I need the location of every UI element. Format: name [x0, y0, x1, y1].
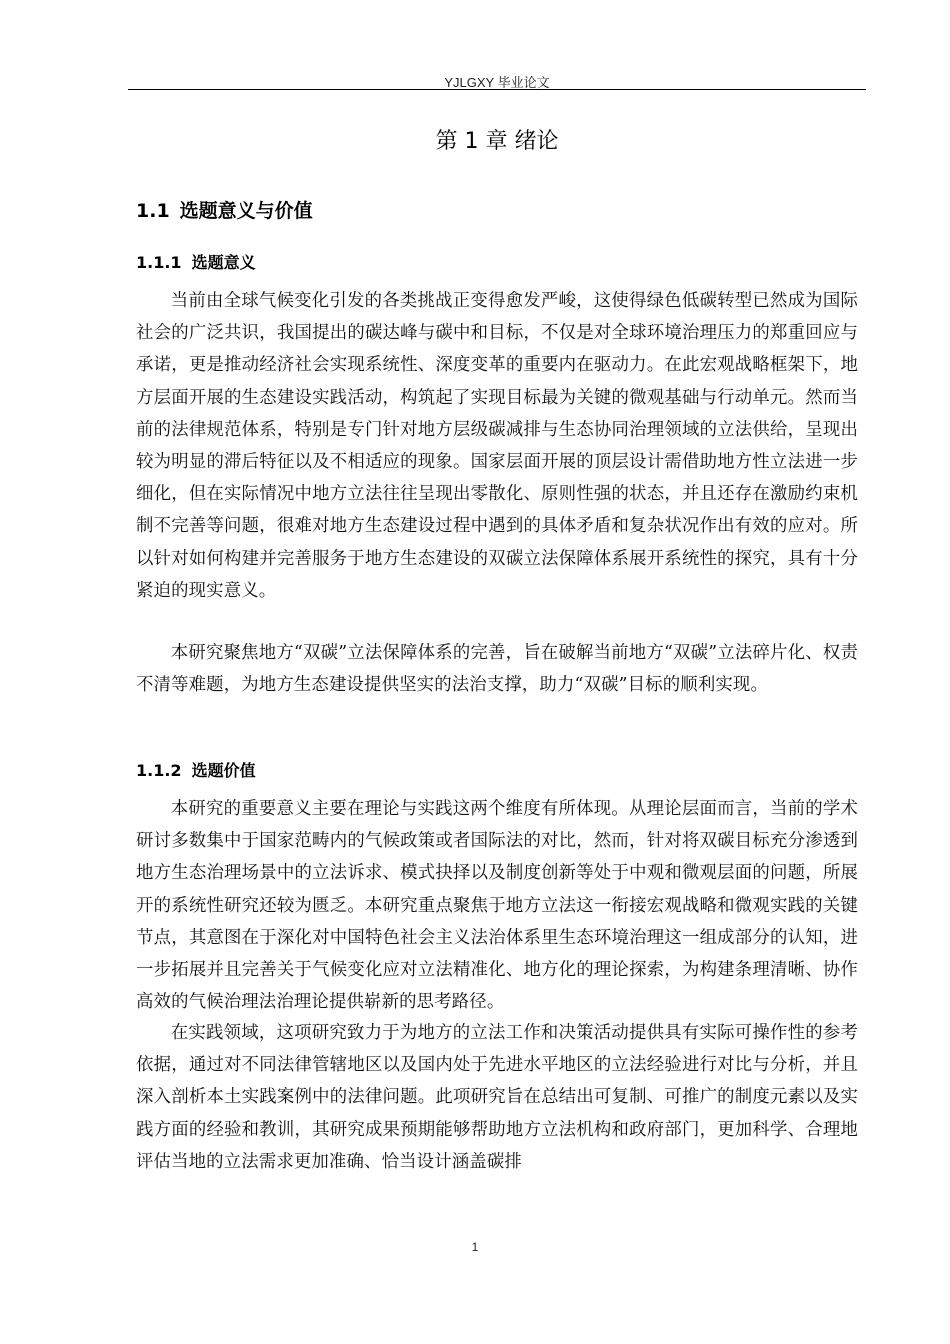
body-paragraph: 本研究的重要意义主要在理论与实践这两个维度有所体现。从理论层面而言，当前的学术研讨多数集中于国家范畴内的气候政策或者国际法的对比，然而，针对将双碳目标充分渗透到地方生态治理场景中的立法诉求、模式抉择以及制度创新等处于中观和微观层面的问题，所展开的系统性研究还较为匮乏。本研究重点聚焦于地方立法这一衔接宏观战略和微观实践的关键节点，其意图在于深化对中国特色社会主义法治体系里生态环境治理这一组成部分的认知，进一步拓展并且完善关于气候变化应对立法精准化、地方化的理论探索，为构建条理清晰、协作高效的气候治理法治理论提供崭新的思考路径。 — [136, 799, 858, 1013]
section-title: 选题意义与价值 — [179, 200, 313, 222]
subsection-heading-1-1-2 — [136, 758, 256, 781]
body-paragraph: 本研究聚焦地方“双碳”立法保障体系的完善，旨在破解当前地方“双碳”立法碎片化、权责不清等难题，为地方生态建设提供坚实的法治支撑，助力“双碳”目标的顺利实现。 — [136, 643, 858, 696]
section-heading-1-1 — [136, 196, 313, 223]
page-number: 1 — [471, 1240, 479, 1254]
body-paragraph: 当前由全球气候变化引发的各类挑战正变得愈发严峻，这使得绿色低碳转型已然成为国际社会的广泛共识，我国提出的碳达峰与碳中和目标，不仅是对全球环境治理压力的郑重回应与承诺，更是推动经济社会实现系统性、深度变革的重要内在驱动力。在此宏观战略框架下，地方层面开展的生态建设实践活动，构筑起了实现目标最为关键的微观基础与行动单元。然而当前的法律规范体系，特别是专门针对地方层级碳减排与生态协同治理领域的立法供给，呈现出较为明显的滞后特征以及不相适应的现象。国家层面开展的顶层设计需借助地方性立法进一步细化，但在实际情况中地方立法往往呈现出零散化、原则性强的状态，并且还存在激励约束机制不完善等问题，很难对地方生态建设过程中遇到的具体矛盾和复杂状况作出有效的应对。所以针对如何构建并完善服务于地方生态建设的双碳立法保障体系展开系统性的探究，具有十分紧迫的现实意义。 — [136, 291, 858, 601]
subsection-title: 选题价值 — [191, 761, 256, 780]
chapter-title: 第 1 章 绪论 — [435, 129, 559, 154]
subsection-number: 1.1.2 — [136, 761, 182, 780]
section-number: 1.1 — [136, 200, 170, 222]
header-rule — [128, 89, 866, 90]
subsection-number: 1.1.1 — [136, 253, 182, 272]
subsection-title: 选题意义 — [191, 253, 256, 272]
body-paragraph: 在实践领域，这项研究致力于为地方的立法工作和决策活动提供具有实际可操作性的参考依据，通过对不同法律管辖地区以及国内处于先进水平地区的立法经验进行对比与分析，并且深入剖析本土实践案例中的法律问题。此项研究旨在总结出可复制、可推广的制度元素以及实践方面的经验和教训，其研究成果预期能够帮助地方立法机构和政府部门，更加科学、合理地评估当地的立法需求更加准确、恰当设计涵盖碳排 — [136, 1023, 858, 1172]
running-header: YJLGXY 毕业论文 — [444, 75, 550, 90]
subsection-heading-1-1-1 — [136, 250, 256, 273]
